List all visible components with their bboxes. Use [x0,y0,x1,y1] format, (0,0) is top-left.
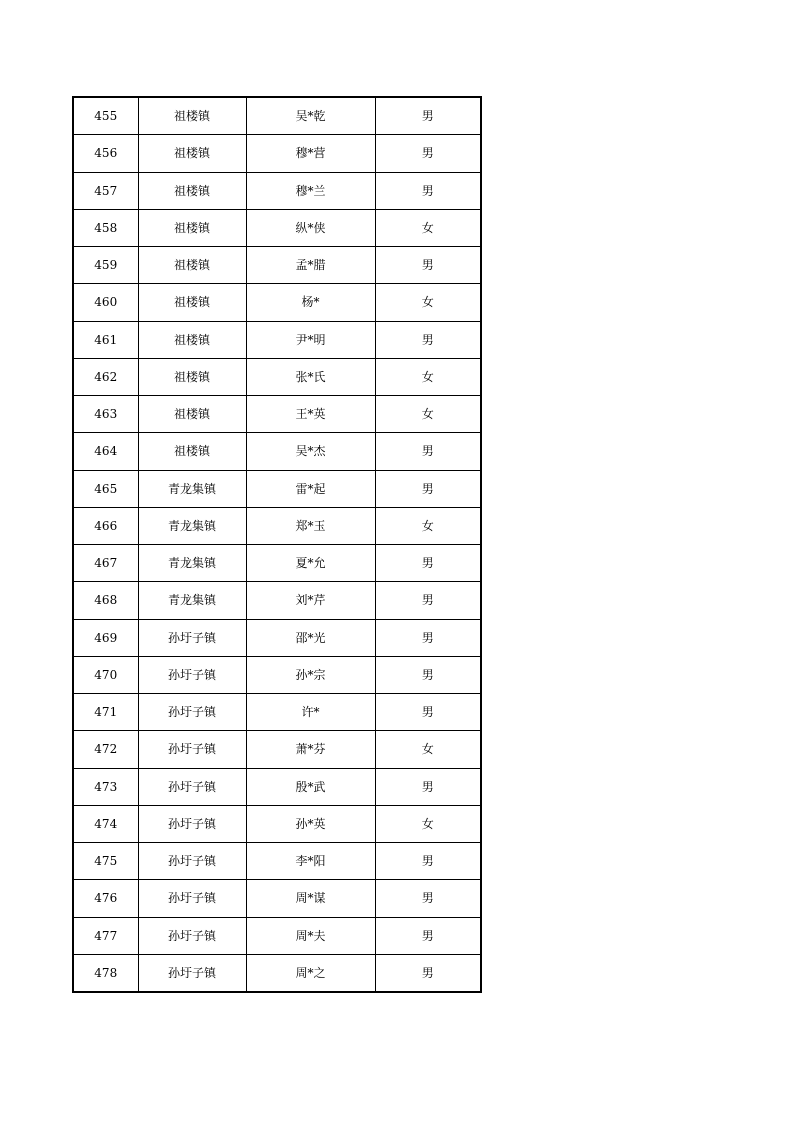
town-cell: 祖楼镇 [138,396,246,433]
sex-cell: 女 [375,396,481,433]
records-table-body [73,97,481,992]
sex-cell: 男 [375,880,481,917]
town-cell: 孙圩子镇 [138,805,246,842]
sex-cell: 女 [375,805,481,842]
name-cell: 孙*英 [246,805,375,842]
name-cell: 周*谋 [246,880,375,917]
table-row [73,843,481,880]
table-row [73,358,481,395]
table-row [73,284,481,321]
sex-cell: 男 [375,954,481,992]
name-cell: 尹*明 [246,321,375,358]
table-row [73,917,481,954]
town-cell: 孙圩子镇 [138,694,246,731]
name-cell: 孟*腊 [246,247,375,284]
town-cell: 祖楼镇 [138,433,246,470]
table-row [73,619,481,656]
name-cell: 杨* [246,284,375,321]
serial-number-cell: 476 [73,880,138,917]
table-row [73,545,481,582]
table-row [73,656,481,693]
name-cell: 吴*乾 [246,97,375,135]
table-row [73,582,481,619]
table-row [73,731,481,768]
town-cell: 祖楼镇 [138,97,246,135]
name-cell: 孙*宗 [246,656,375,693]
name-cell: 周*之 [246,954,375,992]
name-cell: 邵*光 [246,619,375,656]
serial-number-cell: 472 [73,731,138,768]
table-row [73,97,481,135]
name-cell: 许* [246,694,375,731]
serial-number-cell: 463 [73,396,138,433]
sex-cell: 女 [375,731,481,768]
serial-number-cell: 461 [73,321,138,358]
sex-cell: 男 [375,545,481,582]
table-row [73,768,481,805]
town-cell: 祖楼镇 [138,321,246,358]
serial-number-cell: 462 [73,358,138,395]
table-row [73,954,481,992]
table-row [73,470,481,507]
table-row [73,172,481,209]
town-cell: 孙圩子镇 [138,880,246,917]
town-cell: 祖楼镇 [138,135,246,172]
town-cell: 孙圩子镇 [138,731,246,768]
table-row [73,209,481,246]
serial-number-cell: 478 [73,954,138,992]
serial-number-cell: 459 [73,247,138,284]
sex-cell: 女 [375,358,481,395]
sex-cell: 男 [375,619,481,656]
table-row [73,247,481,284]
sex-cell: 男 [375,247,481,284]
sex-cell: 男 [375,656,481,693]
name-cell: 萧*芬 [246,731,375,768]
table-row [73,880,481,917]
town-cell: 孙圩子镇 [138,619,246,656]
table-row [73,135,481,172]
serial-number-cell: 475 [73,843,138,880]
table-row [73,805,481,842]
town-cell: 孙圩子镇 [138,656,246,693]
serial-number-cell: 474 [73,805,138,842]
serial-number-cell: 460 [73,284,138,321]
serial-number-cell: 465 [73,470,138,507]
sex-cell: 女 [375,209,481,246]
serial-number-cell: 455 [73,97,138,135]
serial-number-cell: 469 [73,619,138,656]
name-cell: 王*英 [246,396,375,433]
sex-cell: 男 [375,97,481,135]
name-cell: 雷*起 [246,470,375,507]
table-row [73,396,481,433]
sex-cell: 男 [375,768,481,805]
sex-cell: 女 [375,507,481,544]
serial-number-cell: 471 [73,694,138,731]
town-cell: 祖楼镇 [138,247,246,284]
town-cell: 青龙集镇 [138,545,246,582]
town-cell: 孙圩子镇 [138,843,246,880]
town-cell: 孙圩子镇 [138,768,246,805]
sex-cell: 男 [375,433,481,470]
name-cell: 纵*侠 [246,209,375,246]
name-cell: 殷*武 [246,768,375,805]
name-cell: 吴*杰 [246,433,375,470]
table-row [73,433,481,470]
town-cell: 孙圩子镇 [138,954,246,992]
serial-number-cell: 473 [73,768,138,805]
sex-cell: 男 [375,694,481,731]
town-cell: 青龙集镇 [138,507,246,544]
name-cell: 郑*玉 [246,507,375,544]
serial-number-cell: 467 [73,545,138,582]
town-cell: 青龙集镇 [138,582,246,619]
name-cell: 刘*芹 [246,582,375,619]
records-table [72,96,482,993]
serial-number-cell: 457 [73,172,138,209]
sex-cell: 男 [375,135,481,172]
town-cell: 祖楼镇 [138,284,246,321]
name-cell: 穆*营 [246,135,375,172]
table-row [73,507,481,544]
town-cell: 孙圩子镇 [138,917,246,954]
serial-number-cell: 470 [73,656,138,693]
town-cell: 祖楼镇 [138,358,246,395]
name-cell: 张*氏 [246,358,375,395]
town-cell: 祖楼镇 [138,209,246,246]
sex-cell: 男 [375,321,481,358]
sex-cell: 男 [375,470,481,507]
sex-cell: 男 [375,582,481,619]
town-cell: 祖楼镇 [138,172,246,209]
name-cell: 李*阳 [246,843,375,880]
serial-number-cell: 456 [73,135,138,172]
town-cell: 青龙集镇 [138,470,246,507]
name-cell: 周*夫 [246,917,375,954]
serial-number-cell: 477 [73,917,138,954]
sex-cell: 男 [375,172,481,209]
table-row [73,321,481,358]
serial-number-cell: 458 [73,209,138,246]
sex-cell: 女 [375,284,481,321]
sex-cell: 男 [375,917,481,954]
name-cell: 穆*兰 [246,172,375,209]
name-cell: 夏*允 [246,545,375,582]
serial-number-cell: 468 [73,582,138,619]
table-row [73,694,481,731]
sex-cell: 男 [375,843,481,880]
serial-number-cell: 466 [73,507,138,544]
serial-number-cell: 464 [73,433,138,470]
